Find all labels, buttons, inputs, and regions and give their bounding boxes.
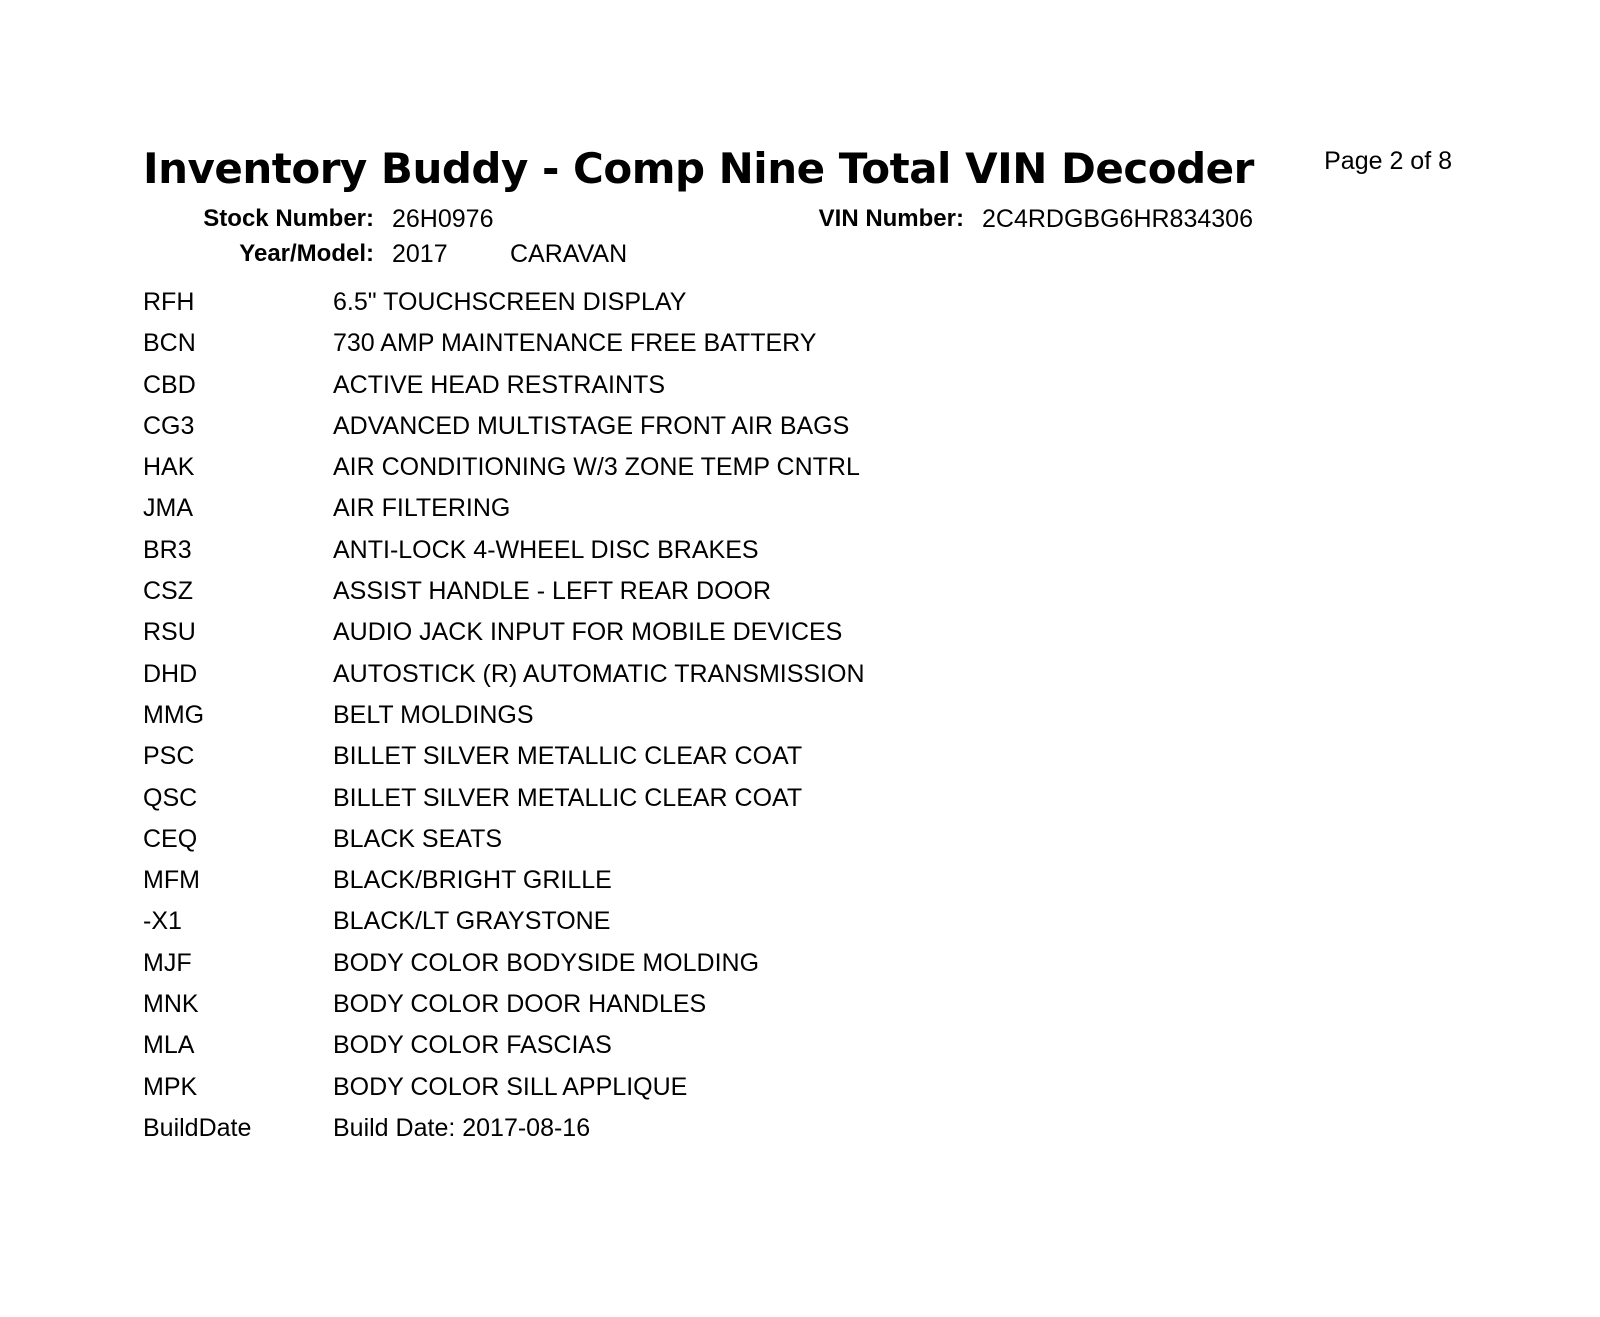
option-description: AIR CONDITIONING W/3 ZONE TEMP CNTRL [333,453,860,482]
stock-number-value: 26H0976 [392,205,494,233]
option-row [143,866,865,907]
option-code: CEQ [143,824,198,853]
option-row [143,949,865,990]
option-description: BLACK/LT GRAYSTONE [333,907,611,936]
option-code: HAK [143,453,195,482]
option-code: MJF [143,948,192,977]
option-description: BILLET SILVER METALLIC CLEAR COAT [333,783,803,812]
option-description: BODY COLOR DOOR HANDLES [333,990,707,1019]
option-row [143,660,865,701]
option-code: -X1 [143,907,182,936]
option-description: 730 AMP MAINTENANCE FREE BATTERY [333,329,817,358]
option-description: ACTIVE HEAD RESTRAINTS [333,370,665,399]
year-model-label: Year/Model: [239,240,374,267]
option-code: MPK [143,1072,198,1101]
option-row [143,618,865,659]
option-code: RSU [143,618,196,647]
option-row [143,701,865,742]
option-code: CSZ [143,577,193,606]
option-row [143,1073,865,1114]
option-row [143,536,865,577]
option-code: PSC [143,742,195,771]
option-description: ASSIST HANDLE - LEFT REAR DOOR [333,577,772,606]
option-description: ANTI-LOCK 4-WHEEL DISC BRAKES [333,535,759,564]
stock-number-label: Stock Number: [203,205,374,232]
page-title: Inventory Buddy - Comp Nine Total VIN Decoder [143,144,1254,193]
option-description: BILLET SILVER METALLIC CLEAR COAT [333,742,803,771]
option-code: CBD [143,370,196,399]
option-description: 6.5" TOUCHSCREEN DISPLAY [333,288,687,316]
option-description: BODY COLOR FASCIAS [333,1031,612,1060]
option-code: DHD [143,659,198,688]
option-code: JMA [143,494,193,523]
option-description: BODY COLOR BODYSIDE MOLDING [333,948,760,977]
option-description: AIR FILTERING [333,494,511,523]
vin-number-label: VIN Number: [818,205,964,232]
vin-number-value: 2C4RDGBG6HR834306 [982,205,1253,233]
option-row [143,329,865,370]
option-code: BR3 [143,535,192,564]
option-row [143,577,865,618]
build-date-row [143,1114,865,1155]
option-code-list [143,288,865,1155]
option-code: MNK [143,990,199,1019]
model-value: CARAVAN [510,240,628,268]
option-code: RFH [143,288,195,316]
option-description: ADVANCED MULTISTAGE FRONT AIR BAGS [333,411,850,440]
option-description: AUTOSTICK (R) AUTOMATIC TRANSMISSION [333,659,865,688]
option-row [143,742,865,783]
option-row [143,494,865,535]
build-date-code: BuildDate [143,1113,252,1142]
option-row [143,412,865,453]
option-code: BCN [143,329,196,358]
option-code: MLA [143,1031,195,1060]
option-code: CG3 [143,411,195,440]
option-description: BLACK/BRIGHT GRILLE [333,866,612,895]
option-row [143,990,865,1031]
option-description: AUDIO JACK INPUT FOR MOBILE DEVICES [333,618,843,647]
option-row [143,784,865,825]
page-number: Page 2 of 8 [1324,147,1452,175]
option-description: BELT MOLDINGS [333,700,534,729]
option-code: QSC [143,783,198,812]
option-description: BODY COLOR SILL APPLIQUE [333,1072,688,1101]
option-row [143,907,865,948]
option-code: MFM [143,866,200,895]
option-row [143,1031,865,1072]
option-row [143,371,865,412]
option-row [143,288,865,329]
build-date-value: Build Date: 2017-08-16 [333,1113,591,1142]
option-description: BLACK SEATS [333,824,503,853]
option-row [143,453,865,494]
option-code: MMG [143,700,205,729]
year-value: 2017 [392,240,448,268]
option-row [143,825,865,866]
